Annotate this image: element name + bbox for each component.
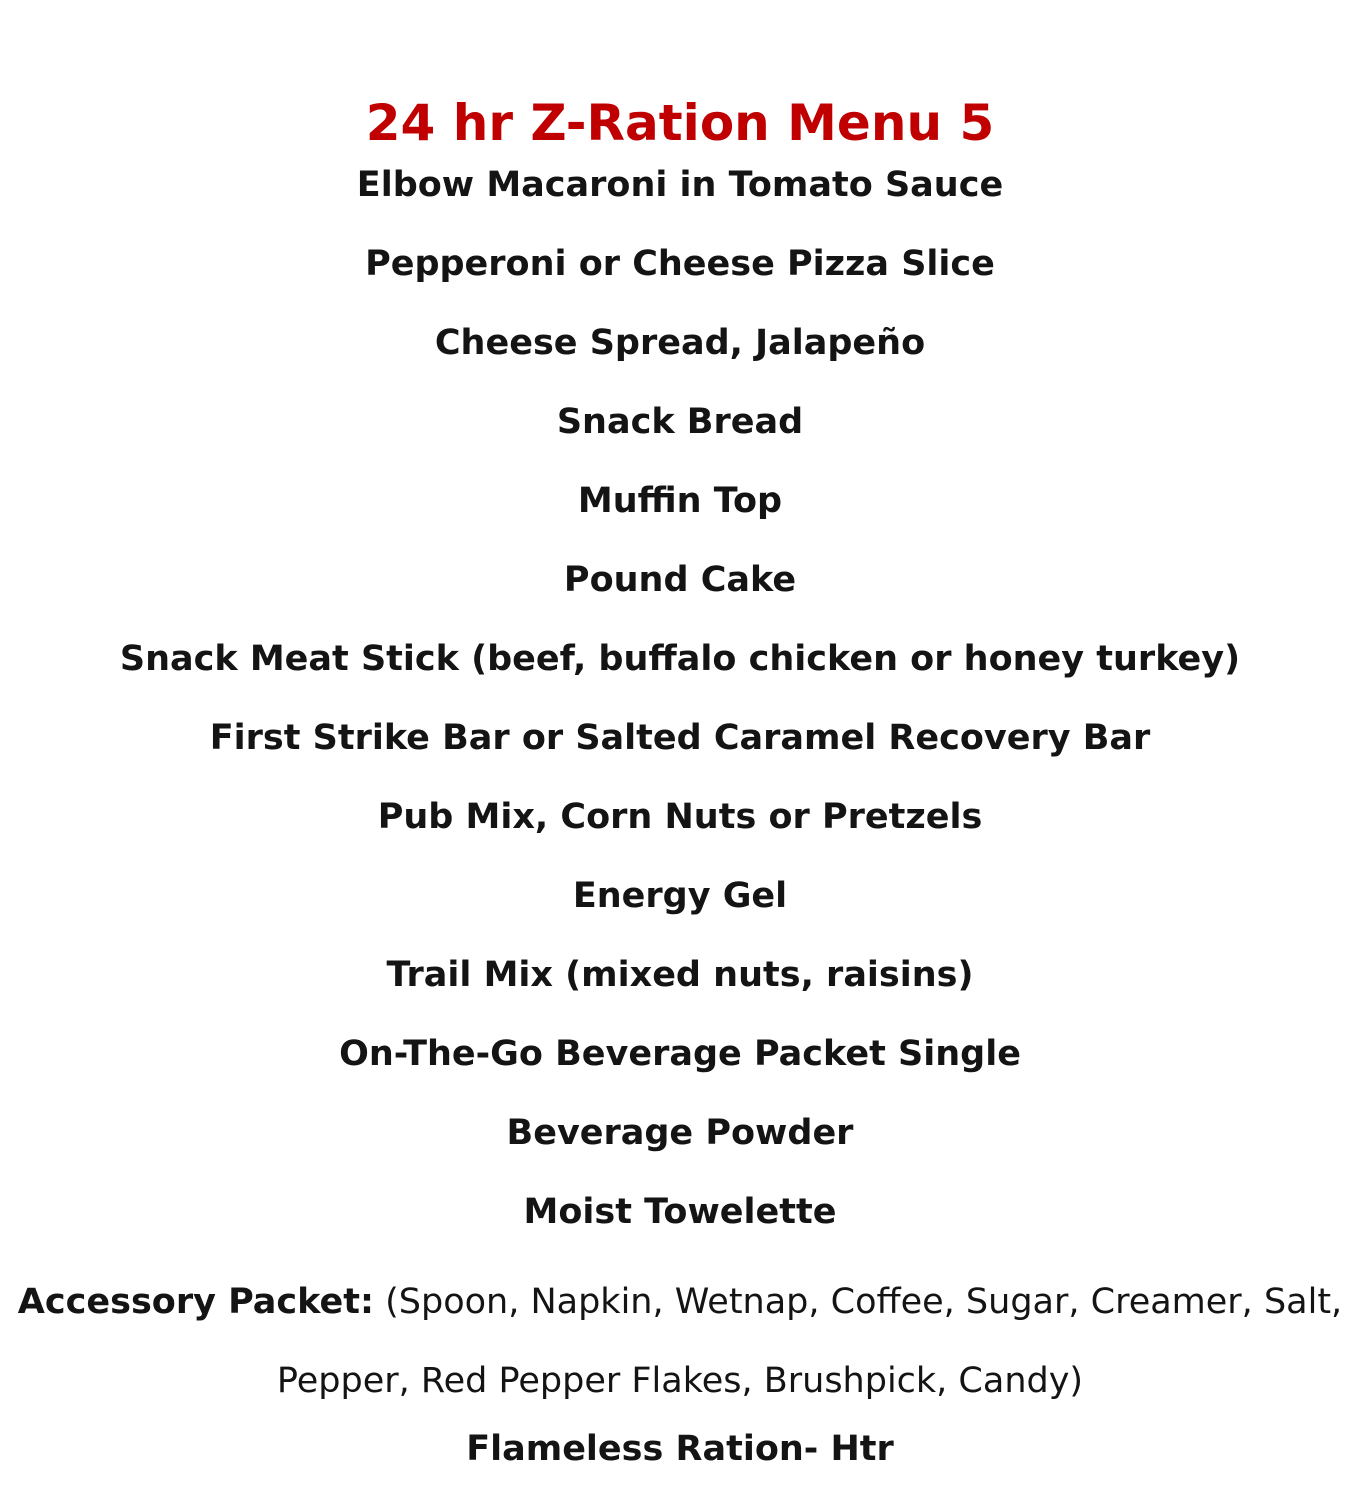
accessory-label: Accessory Packet:: [17, 1282, 374, 1322]
accessory-contents-2: Pepper, Red Pepper Flakes, Brushpick, Candy): [276, 1361, 1084, 1401]
menu-item-flameless-heater: Flameless Ration- Htr: [466, 1429, 894, 1469]
menu-item-cheese-spread: Cheese Spread, Jalapeño: [434, 323, 926, 363]
accessory-line-1: [18, 1282, 1342, 1322]
menu-item-pound-cake: Pound Cake: [563, 560, 797, 600]
menu-item-beverage-powder: Beverage Powder: [506, 1113, 854, 1153]
menu-item-moist-towelette: Moist Towelette: [523, 1192, 837, 1232]
menu-item-meat-stick: Snack Meat Stick (beef, buffalo chicken or honey turkey): [119, 639, 1241, 679]
menu-item-muffin-top: Muffin Top: [577, 481, 783, 521]
menu-item-bars: First Strike Bar or Salted Caramel Recovery Bar: [209, 718, 1151, 758]
page-title: 24 hr Z-Ration Menu 5: [365, 93, 995, 152]
menu-list: [0, 157, 1360, 1263]
menu-item-pub-mix: Pub Mix, Corn Nuts or Pretzels: [377, 797, 983, 837]
menu-item-snack-bread: Snack Bread: [556, 402, 804, 442]
menu-item-pizza: Pepperoni or Cheese Pizza Slice: [365, 244, 995, 284]
menu-item-beverage-packet: On-The-Go Beverage Packet Single: [339, 1034, 1021, 1074]
accessory-contents-1: (Spoon, Napkin, Wetnap, Coffee, Sugar, Creamer, Salt,: [385, 1282, 1343, 1322]
menu-item-trail-mix: Trail Mix (mixed nuts, raisins): [386, 955, 974, 995]
menu-item-energy-gel: Energy Gel: [572, 876, 788, 916]
accessory-packet: [0, 1263, 1360, 1421]
menu-item-macaroni: Elbow Macaroni in Tomato Sauce: [356, 165, 1004, 205]
